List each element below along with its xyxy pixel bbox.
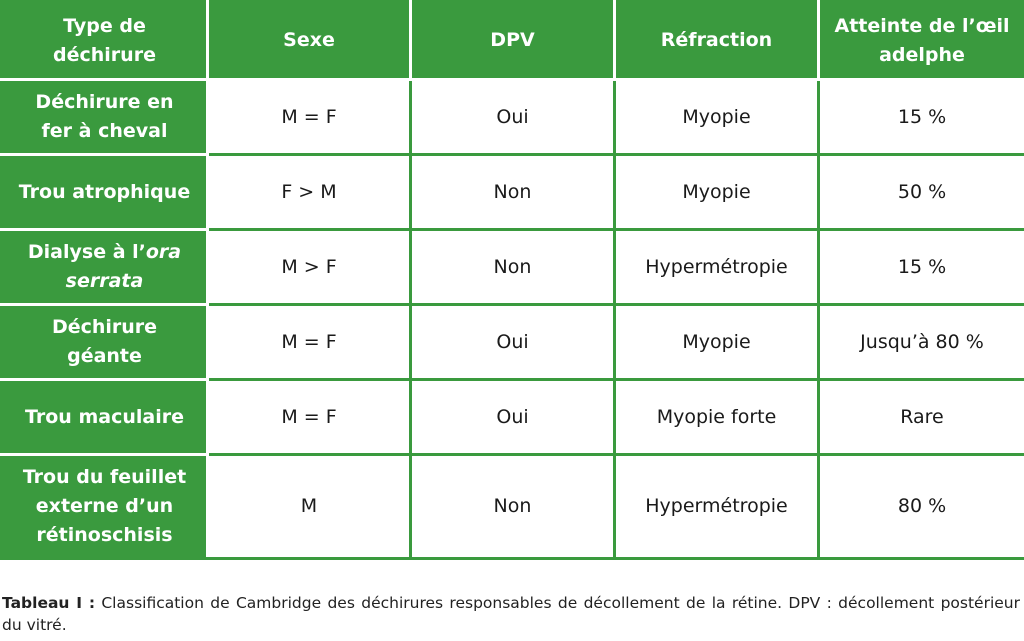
cell-sexe: M = F — [208, 305, 411, 380]
cell-dpv: Oui — [411, 380, 615, 455]
cell-dpv: Non — [411, 455, 615, 559]
cell-atteinte: 50 % — [819, 155, 1024, 230]
cell-refraction: Myopie forte — [615, 380, 819, 455]
cell-dpv: Non — [411, 155, 615, 230]
table-row — [2, 230, 1024, 305]
table-row — [2, 155, 1024, 230]
cell-sexe: M > F — [208, 230, 411, 305]
row-type-prefix: Dialyse à l’ — [27, 241, 146, 263]
table-row — [2, 455, 1024, 559]
header-row — [2, 2, 1024, 80]
caption-label: Tableau I : — [2, 594, 96, 612]
cell-dpv: Non — [411, 230, 615, 305]
cell-atteinte: 15 % — [819, 230, 1024, 305]
cell-refraction: Myopie — [615, 155, 819, 230]
row-type-italic: ora serrata — [65, 241, 182, 292]
row-type: Trou du feuillet externe d’un rétinoschisis — [2, 455, 208, 559]
row-type: Déchirure en fer à cheval — [2, 80, 208, 155]
table-row — [2, 380, 1024, 455]
cell-sexe: M — [208, 455, 411, 559]
header-type: Type de déchirure — [2, 2, 208, 80]
cell-sexe: M = F — [208, 80, 411, 155]
header-atteinte: Atteinte de l’œil adelphe — [819, 2, 1024, 80]
cell-atteinte: 15 % — [819, 80, 1024, 155]
cell-dpv: Oui — [411, 305, 615, 380]
row-type — [2, 230, 208, 305]
caption-text: Classification de Cambridge des déchirures responsables de décollement de la rétine. DPV : décollement postérieur du vitré. — [2, 594, 1020, 634]
cell-refraction: Myopie — [615, 305, 819, 380]
header-sexe: Sexe — [208, 2, 411, 80]
row-type: Trou maculaire — [2, 380, 208, 455]
table-caption — [2, 592, 1020, 636]
cell-atteinte: 80 % — [819, 455, 1024, 559]
row-type: Trou atrophique — [2, 155, 208, 230]
cell-refraction: Hypermétropie — [615, 455, 819, 559]
cell-atteinte: Rare — [819, 380, 1024, 455]
header-refraction: Réfraction — [615, 2, 819, 80]
table-row — [2, 80, 1024, 155]
cell-sexe: M = F — [208, 380, 411, 455]
cell-atteinte: Jusqu’à 80 % — [819, 305, 1024, 380]
header-dpv: DPV — [411, 2, 615, 80]
cell-refraction: Myopie — [615, 80, 819, 155]
cell-refraction: Hypermétropie — [615, 230, 819, 305]
row-type: Déchirure géante — [2, 305, 208, 380]
cell-dpv: Oui — [411, 80, 615, 155]
table-row — [2, 305, 1024, 380]
cell-sexe: F > M — [208, 155, 411, 230]
